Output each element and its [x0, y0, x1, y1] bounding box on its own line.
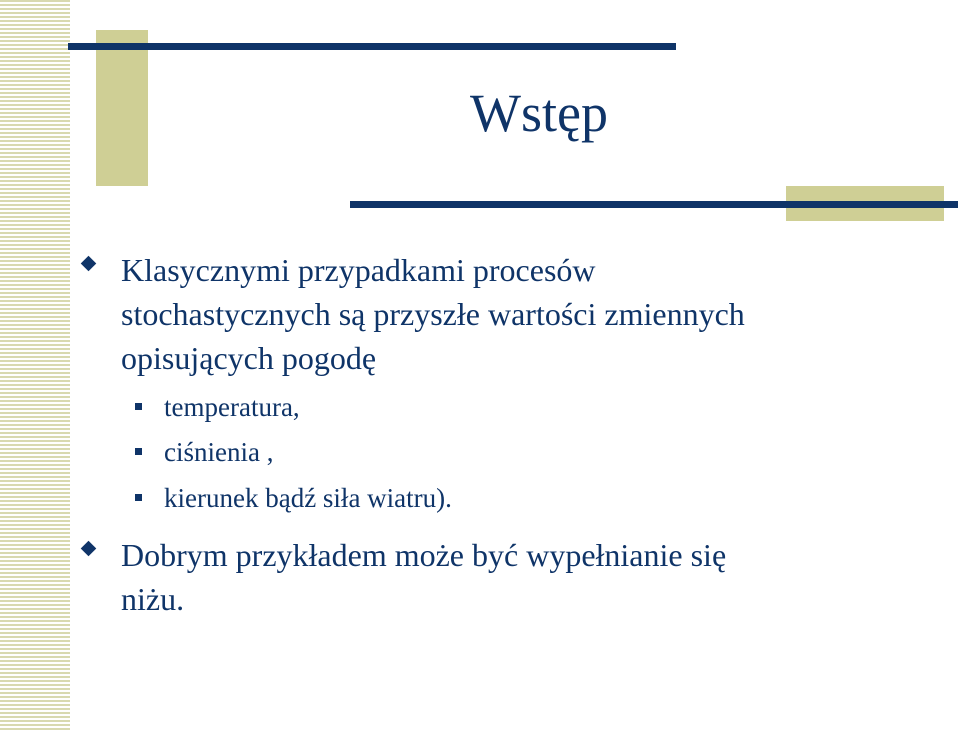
- square-bullet-icon: [135, 448, 142, 455]
- diamond-bullet-icon: [81, 256, 97, 272]
- bullet-2-line-1: Dobrym przykładem może być wypełnianie się: [121, 537, 727, 573]
- square-bullet-icon: [135, 403, 142, 410]
- slide-title: Wstęp: [470, 83, 608, 143]
- diamond-bullet-icon: [81, 541, 97, 557]
- sub-bullet-2-text: ciśnienia ,: [164, 437, 274, 467]
- sub-bullet-3-text: kierunek bądź siła wiatru).: [164, 483, 452, 513]
- square-bullet-icon: [135, 494, 142, 501]
- sub-bullet-1-text: temperatura,: [164, 392, 300, 422]
- bullet-1-line-2: stochastycznych są przyszłe wartości zmiennych: [121, 296, 745, 332]
- bullet-1-line-3: opisujących pogodę: [121, 340, 377, 376]
- bullet-2-line-2: niżu.: [121, 581, 185, 617]
- bullet-1-line-1: Klasycznymi przypadkami procesów: [121, 252, 596, 288]
